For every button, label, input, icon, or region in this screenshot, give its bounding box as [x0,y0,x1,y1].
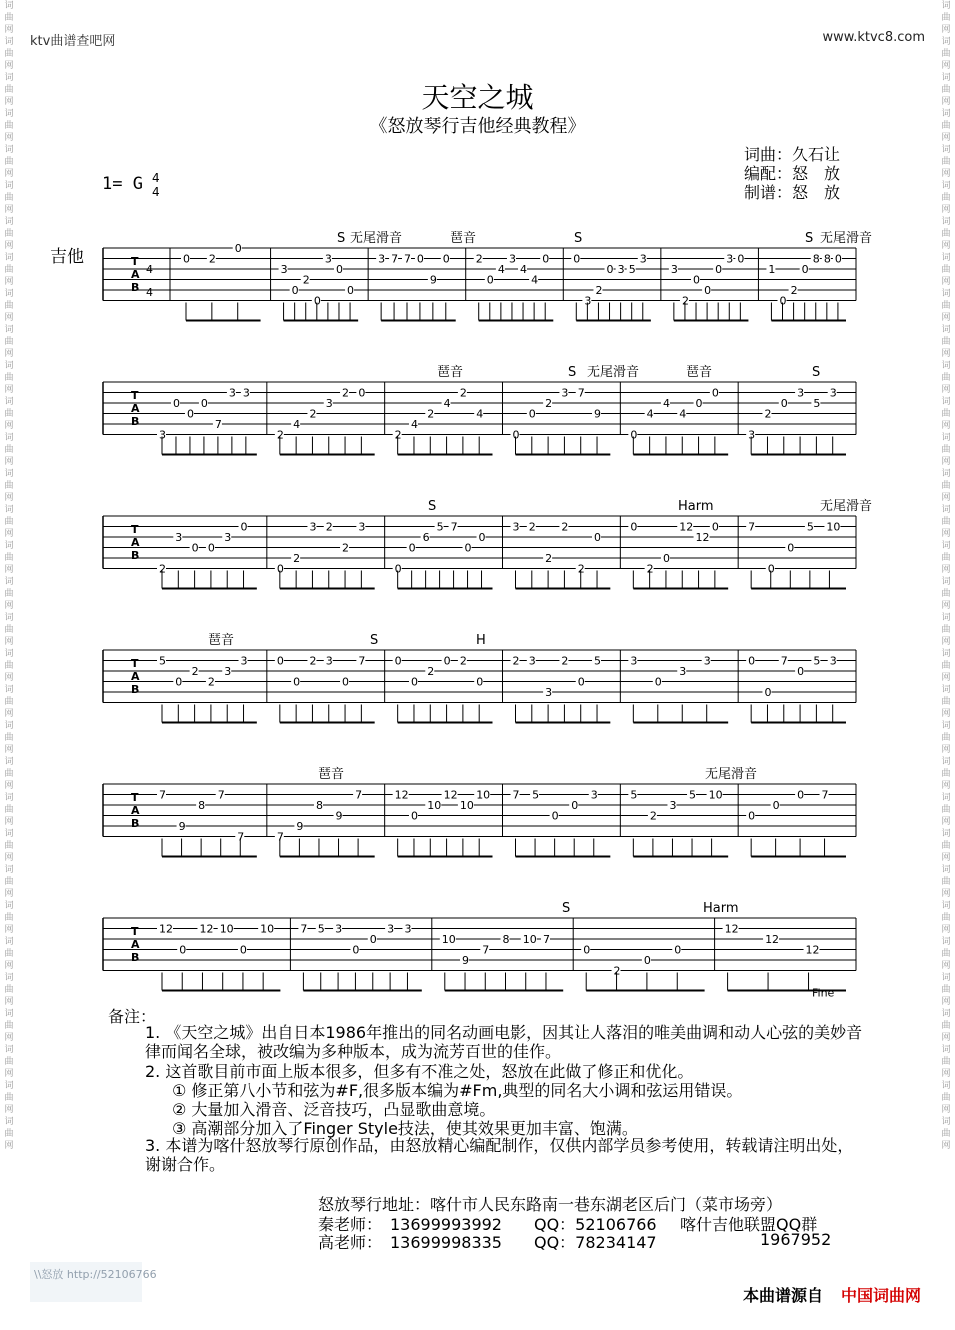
tab-fret-number: 9 [429,273,437,287]
tab-fret-number: 4 [531,273,539,287]
tab-fret-number: 3 [590,788,598,802]
tab-fret-number: 4 [520,263,528,276]
tab-fret-number: 0 [594,531,602,544]
tab-fret-number: 3 [545,686,553,699]
tab-fret-number: 3 [630,654,638,668]
tab-fret-number: 0 [787,541,795,555]
tab-fret-number: 0 [200,397,208,410]
tab-fret-number: 10 [441,933,456,946]
tab-fret-number: 0 [293,675,301,689]
tab-fret-number: 12 [394,788,409,802]
tab-fret-number: 0 [352,943,360,957]
tab-clef-letter: T [131,657,139,670]
tab-fret-number: 7 [159,788,166,802]
tab-fret-number: 12 [805,943,820,957]
note-2: 2. 这首歌目前市面上版本很多，但多有不准之处，怒放在此做了修正和优化。 [145,1062,694,1081]
tab-fret-number: 7 [577,386,585,400]
tab-clef-letter: B [131,549,140,562]
tab-fret-number: 7 [748,520,756,534]
tab-technique-label: 无尾滑音 [820,231,873,246]
tab-clef-letter: A [131,938,140,951]
tab-fret-number: 2 [309,654,317,668]
tab-fret-number: 0 [410,809,418,823]
tab-fret-number: 2 [545,397,553,410]
instrument-label: 吉他 [50,247,84,267]
tab-fret-number: 4 [679,407,687,421]
tab-fret-number: 2 [528,520,536,534]
footer-source [743,1283,921,1306]
teacher-2-contact: 高老师： 13699998335 QQ：78234147 [318,1233,657,1252]
tab-fret-number: 0 [234,242,242,255]
tab-fret-number: 2 [577,562,585,576]
tab-fret-number: 3 [325,654,333,668]
tab-fret-number: 7 [821,788,829,802]
tab-fret-number: 3 [309,520,317,534]
tab-fret-number: 0 [358,386,366,400]
tab-fret-number: 0 [207,541,215,555]
tab-technique-label: S [428,499,437,514]
tab-fret-number: 0 [313,294,321,308]
qq-group-label: 喀什吉他联盟QQ群 [680,1215,818,1234]
tab-fret-number: 0 [551,809,559,823]
tab-technique-label: 琶音 [208,633,235,648]
tab-technique-label: H [476,633,486,648]
tab-fret-number: 4 [476,407,484,421]
tab-fret-number: 1 [768,263,776,276]
tab-fret-number: 0 [276,654,284,668]
side-watermark-right: 词曲网词曲网词曲网词曲网词曲网词曲网词曲网词曲网词曲网词曲网词曲网词曲网词曲网词曲网词曲网词曲网词曲网词曲网词曲网词曲网词曲网词曲网词曲网词曲网词曲网词曲网词曲网词曲网词曲网词曲网词曲网词曲网 [941,1,951,1151]
tab-technique-label: Harm [703,901,739,916]
tab-fret-number: 10 [427,799,442,812]
tab-clef-letter: A [131,402,140,415]
tab-fret-number: 0 [369,933,377,946]
tab-clef-letter: B [131,415,140,428]
tab-fret-number: 5 [813,654,821,668]
song-subtitle: 《怒放琴行吉他经典教程》 [369,116,586,137]
tab-fret-number: 9 [594,407,602,421]
tab-fine-label: Fine [812,986,835,1000]
credit-transcriber: 制谱：怒 放 [744,183,841,202]
tab-fret-number: 9 [296,820,304,833]
tab-clef-letter: T [131,255,139,268]
tab-fret-number: 7 [450,520,458,534]
tab-fret-number: 7 [482,943,490,957]
tab-fret-number: 0 [408,541,416,555]
tab-fret-number: 0 [571,799,579,812]
tab-fret-number: 2 [427,407,435,421]
tab-fret-number: 0 [528,407,536,421]
tab-fret-number: 10 [476,788,491,802]
tab-fret-number: 0 [643,954,651,967]
tab-fret-number: 7 [391,252,399,266]
tab-fret-number: 12 [159,922,173,936]
tab-fret-number: 10 [219,922,234,936]
tab-fret-number: 0 [179,943,187,957]
tab-technique-label: S [805,231,814,246]
key-signature: 1= G [102,174,143,194]
tab-fret-number: 2 [790,284,798,297]
tab-fret-number: 10 [708,788,723,802]
tab-fret-number: 0 [335,263,343,276]
side-watermark-left: 词曲网词曲网词曲网词曲网词曲网词曲网词曲网词曲网词曲网词曲网词曲网词曲网词曲网词曲网词曲网词曲网词曲网词曲网词曲网词曲网词曲网词曲网词曲网词曲网词曲网词曲网词曲网词曲网词曲网词曲网词曲网词曲网 [4,1,14,1151]
tab-fret-number: 3 [639,252,647,266]
tab-fret-number: 0 [606,263,614,276]
tab-fret-number: 2 [394,428,402,442]
tab-fret-number: 3 [335,922,343,936]
tab-fret-number: 0 [630,428,638,442]
time-signature-bottom: 4 [152,185,160,199]
tab-fret-number: 0 [711,520,719,534]
tab-fret-number: 3 [829,386,837,400]
tab-clef-letter: B [131,951,140,964]
tab-fret-number: 0 [780,397,788,410]
tab-fret-number: 0 [240,520,248,534]
tab-time-top: 4 [146,263,153,276]
tab-fret-number: 7 [276,830,284,844]
tab-fret-number: 3 [240,654,248,668]
song-title: 天空之城 [421,81,534,114]
tab-fret-number: 0 [711,386,719,400]
footer-site-link[interactable]: 中国词曲网 [840,1286,921,1305]
tab-fret-number: 0 [394,562,402,576]
tab-fret-number: 0 [715,263,723,276]
tab-fret-number: 0 [191,541,199,555]
tab-fret-number: 0 [662,552,670,565]
tab-fret-number: 2 [681,294,689,308]
tab-fret-number: 6 [422,531,430,544]
tab-fret-number: 2 [561,520,569,534]
tab-fret-number: 3 [512,520,520,534]
note-2-item-2: ② 大量加入滑音、泛音技巧，凸显歌曲意境。 [172,1100,496,1119]
tab-fret-number: 0 [764,686,772,699]
tab-fret-number: 2 [512,654,520,668]
tab-fret-number: 3 [387,922,395,936]
tab-fret-number: 5 [317,922,325,936]
tab-fret-number: 4 [410,418,418,431]
tab-fret-number: 7 [355,788,363,802]
tab-fret-number: 2 [293,552,301,565]
tab-fret-number: 3 [528,654,536,668]
tab-fret-number: 0 [464,541,472,555]
tab-fret-number: 2 [459,654,467,668]
tab-clef-letter: A [131,670,140,683]
tab-fret-number: 10 [826,520,841,534]
tab-fret-number: 0 [834,252,842,266]
tab-fret-number: 5 [630,788,638,802]
tab-fret-number: 2 [207,675,215,689]
tab-clef-letter: T [131,389,139,402]
tab-fret-number: 0 [772,799,780,812]
tab-technique-label: 琶音 [318,767,345,782]
tab-fret-number: 2 [459,386,467,400]
tab-fret-number: 0 [239,943,247,957]
tab-fret-number: 0 [704,284,712,297]
tab-fret-number: 9 [335,809,343,823]
tab-fret-number: 0 [630,520,638,534]
tab-clef-letter: B [131,683,140,696]
tab-fret-number: 9 [462,954,470,967]
tab-fret-number: 4 [662,397,670,410]
tab-fret-number: 3 [324,252,332,266]
tab-fret-number: 2 [159,562,166,576]
tab-fret-number: 0 [801,263,809,276]
tab-fret-number: 3 [584,294,592,308]
tab-fret-number: 2 [302,273,310,287]
tab-fret-number: 9 [178,820,186,833]
tab-fret-number: 10 [522,933,537,946]
tab-fret-number: 3 [378,252,386,266]
tab-fret-number: 2 [342,386,350,400]
header-right-url[interactable]: www.ktvc8.com [822,30,925,45]
tab-fret-number: 0 [577,675,585,689]
tab-fret-number: 5 [689,788,697,802]
tab-fret-number: 2 [613,964,621,978]
tab-fret-number: 4 [497,263,505,276]
tab-fret-number: 0 [674,943,682,957]
tab-clef-letter: B [131,817,140,830]
tab-fret-number: 2 [276,428,284,442]
tab-fret-number: 4 [646,407,654,421]
tab-fret-number: 0 [583,943,591,957]
time-signature-top: 4 [152,171,160,185]
tab-fret-number: 12 [765,933,780,946]
tab-fret-number: 3 [797,386,805,400]
notes-label: 备注： [108,1007,157,1026]
tab-fret-number: 0 [478,531,486,544]
tab-fret-number: 7 [300,922,308,936]
tab-fret-number: 10 [459,799,474,812]
tab-fret-number: 12 [199,922,214,936]
tab-fret-number: 5 [532,788,540,802]
tab-technique-label: S [370,633,379,648]
tab-fret-number: 2 [427,665,435,678]
tab-fret-number: 0 [416,252,424,266]
tab-clef-letter: T [131,523,139,536]
tab-fret-number: 8 [502,933,510,946]
tab-fret-number: 2 [208,252,216,266]
tab-technique-label: 无尾滑音 [350,231,403,246]
tab-fret-number: 3 [561,386,569,400]
tab-fret-number: 7 [214,418,222,431]
tab-fret-number: 3 [358,520,366,534]
tab-fret-number: 12 [724,922,739,936]
tab-fret-number: 2 [342,541,350,555]
tab-fret-number: 0 [797,665,805,678]
credit-arranger: 编配：怒 放 [744,164,841,183]
tab-fret-number: 3 [669,799,677,812]
tab-fret-number: 7 [780,654,788,668]
tab-fret-number: 0 [797,788,805,802]
tab-fret-number: 0 [512,428,520,442]
tab-fret-number: 3 [679,665,687,678]
tab-fret-number: 0 [654,675,662,689]
tab-fret-number: 2 [475,252,483,266]
tab-fret-number: 3 [748,428,756,442]
tab-fret-number: 0 [442,252,450,266]
tab-fret-number: 3 [726,252,734,266]
tab-technique-label: S [562,901,571,916]
tab-technique-label: 琶音 [450,231,477,246]
tab-clef-letter: A [131,804,140,817]
tab-technique-label: 无尾滑音 [587,365,640,380]
credit-composer: 词曲：久石让 [744,145,841,164]
tab-fret-number: 5 [594,654,602,668]
tab-fret-number: 2 [191,665,199,678]
tab-fret-number: 3 [508,252,516,266]
tab-fret-number: 3 [228,386,236,400]
address-line: 怒放琴行地址：喀什市人民东路南一巷东湖老区后门（菜市场旁） [318,1195,783,1214]
note-1: 1. 《天空之城》出自日本1986年推出的同名动画电影，因其让人落泪的唯美曲调和动人心弦的美妙音律而闻名全球，被改编为多种版本，成为流芳百世的佳作。 [145,1023,863,1061]
tab-fret-number: 5 [628,263,636,276]
tab-clef-letter: T [131,791,139,804]
tab-fret-number: 2 [561,654,569,668]
tab-fret-number: 3 [404,922,412,936]
tab-technique-label: S [568,365,577,380]
tab-fret-number: 8 [812,252,820,266]
tab-fret-number: 3 [325,397,333,410]
tab-fret-number: 0 [291,284,299,297]
tab-fret-number: 5 [806,520,814,534]
tab-fret-number: 0 [342,675,350,689]
tab-clef-letter: B [131,281,140,294]
header-left-text: ktv曲谱查吧网 [30,34,116,49]
tab-fret-number: 0 [394,654,402,668]
tab-fret-number: 0 [410,675,418,689]
tab-technique-label: S [337,231,346,246]
tab-fret-number: 5 [436,520,444,534]
footer-source-label: 本曲谱源自 [742,1286,823,1305]
tab-fret-number: 5 [159,654,166,668]
tab-technique-label: 无尾滑音 [820,499,873,514]
tab-fret-number: 0 [748,654,756,668]
tab-fret-number: 12 [695,531,710,544]
note-2-item-3: ③ 高潮部分加入了Finger Style技法，使其效果更加丰富、饱满。 [172,1119,638,1138]
tab-fret-number: 8 [315,799,323,812]
tab-fret-number: 3 [159,428,166,442]
tab-fret-number: 0 [186,407,194,421]
tab-fret-number: 0 [695,397,703,410]
tab-fret-number: 3 [224,665,232,678]
tab-fret-number: 2 [325,520,333,534]
qq-group-number: 1967952 [760,1230,832,1249]
tab-fret-number: 0 [767,562,775,576]
tab-fret-number: 0 [737,252,745,266]
tab-fret-number: 3 [242,386,250,400]
tab-fret-number: 0 [693,273,701,287]
tab-clef-letter: T [131,925,139,938]
tab-fret-number: 4 [443,397,451,410]
tab-technique-label: 琶音 [686,365,713,380]
tab-fret-number: 2 [595,284,603,297]
tab-fret-number: 0 [542,252,550,266]
note-3: 3. 本谱为喀什怒放琴行原创作品，由怒放精心编配制作，仅供内部学员参考使用，转载请注明出处，谢谢合作。 [145,1136,854,1174]
tab-fret-number: 0 [748,809,756,823]
tab-time-bottom: 4 [146,286,153,299]
tab-fret-number: 7 [358,654,366,668]
tab-fret-number: 5 [813,397,821,410]
tab-fret-number: 3 [703,654,711,668]
tab-fret-number: 0 [443,654,451,668]
tab-technique-label: S [812,365,821,380]
tab-fret-number: 0 [183,252,190,266]
tab-fret-number: 8 [198,799,206,812]
tab-technique-label: Harm [678,499,714,514]
tab-fret-number: 7 [404,252,411,266]
tab-fret-number: 2 [309,407,317,421]
tab-fret-number: 3 [280,263,288,276]
tab-fret-number: 0 [779,294,787,308]
note-2-item-1: ① 修正第八小节和弦为#F,很多版本编为#Fm,典型的同名大小调和弦运用错误。 [172,1081,743,1100]
tab-fret-number: 8 [823,252,831,266]
tab-fret-number: 0 [347,284,355,297]
tab-fret-number: 4 [293,418,301,431]
tab-fret-number: 7 [542,933,550,946]
tab-technique-label: 无尾滑音 [705,767,758,782]
tab-fret-number: 7 [217,788,225,802]
tab-fret-number: 2 [764,407,772,421]
tab-fret-number: 0 [276,562,284,576]
teacher-1-contact: 秦老师： 13699993992 QQ：52106766 [318,1215,657,1234]
tab-fret-number: 0 [486,273,494,287]
tab-fret-number: 3 [175,531,183,544]
tab-fret-number: 2 [649,809,657,823]
watermark-logo: \\怒放 http://52106766 [30,1262,142,1302]
tab-fret-number: 12 [443,788,458,802]
tab-fret-number: 0 [573,252,581,266]
tab-fret-number: 3 [829,654,837,668]
tab-clef-letter: A [131,536,140,549]
tab-fret-number: 7 [512,788,520,802]
tab-technique-label: 琶音 [437,365,464,380]
tab-fret-number: 12 [679,520,694,534]
tab-fret-number: 10 [260,922,275,936]
tab-fret-number: 3 [670,263,678,276]
tab-fret-number: 2 [646,562,654,576]
tab-technique-label: S [574,231,583,246]
tab-fret-number: 3 [617,263,625,276]
tab-clef-letter: A [131,268,140,281]
tab-fret-number: 2 [545,552,553,565]
tab-fret-number: 7 [237,830,245,844]
tab-fret-number: 0 [172,397,180,410]
tab-fret-number: 0 [175,675,183,689]
tab-fret-number: 0 [476,675,484,689]
tab-fret-number: 3 [224,531,232,544]
